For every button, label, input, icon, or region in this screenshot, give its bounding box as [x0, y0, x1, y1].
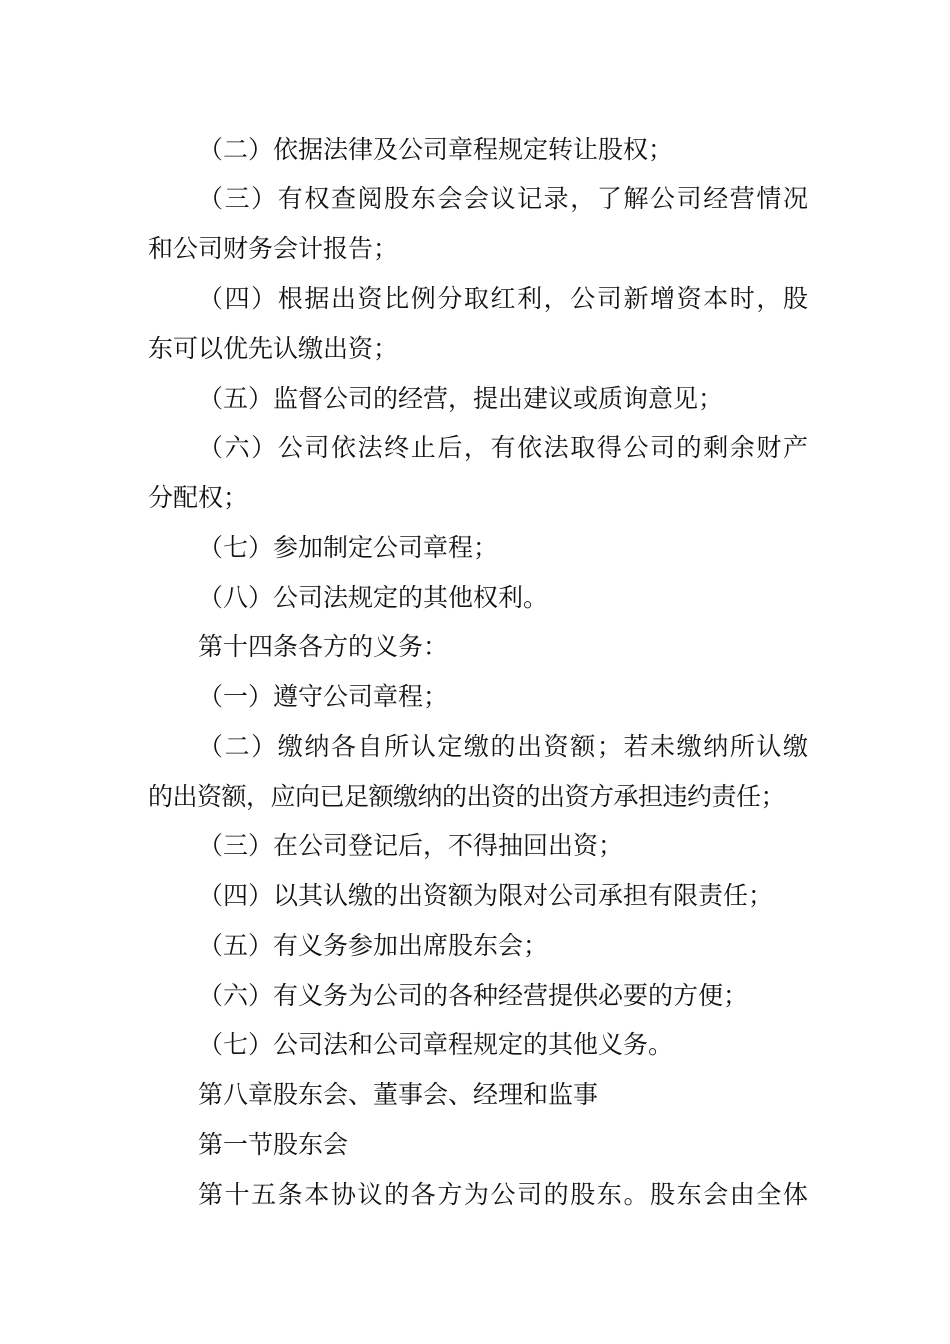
section-heading: 第一节股东会	[198, 1130, 349, 1159]
text-line-4: （四）根据出资比例分取红利，公司新增资本时，股	[198, 284, 808, 313]
text-line-8: 分配权；	[148, 483, 249, 512]
text-line-2: （三）有权查阅股东会会议记录，了解公司经营情况	[198, 184, 808, 213]
text-line-15: （三）在公司登记后，不得抽回出资；	[198, 831, 624, 860]
text-line-22: 第十五条本协议的各方为公司的股东。股东会由全体	[198, 1180, 808, 1209]
text-line-6: （五）监督公司的经营，提出建议或质询意见；	[198, 384, 724, 413]
text-line-17: （五）有义务参加出席股东会；	[198, 931, 549, 960]
text-line-18: （六）有义务为公司的各种经营提供必要的方便；	[198, 981, 749, 1010]
text-line-7: （六）公司依法终止后，有依法取得公司的剩余财产	[198, 433, 808, 462]
text-line-3: 和公司财务会计报告；	[148, 234, 399, 263]
chapter-heading: 第八章股东会、董事会、经理和监事	[198, 1080, 599, 1109]
text-line-10: （八）公司法规定的其他权利。	[198, 583, 549, 612]
text-line-11: 第十四条各方的义务：	[198, 632, 449, 661]
text-line-9: （七）参加制定公司章程；	[198, 533, 499, 562]
text-line-16: （四）以其认缴的出资额为限对公司承担有限责任；	[198, 881, 774, 910]
text-line-14: 的出资额，应向已足额缴纳的出资的出资方承担违约责任；	[148, 782, 786, 811]
text-line-1: （二）依据法律及公司章程规定转让股权；	[198, 135, 674, 164]
text-line-19: （七）公司法和公司章程规定的其他义务。	[198, 1030, 674, 1059]
text-line-12: （一）遵守公司章程；	[198, 682, 449, 711]
text-line-5: 东可以优先认缴出资；	[148, 334, 399, 363]
text-line-13: （二）缴纳各自所认定缴的出资额；若未缴纳所认缴	[198, 732, 808, 761]
